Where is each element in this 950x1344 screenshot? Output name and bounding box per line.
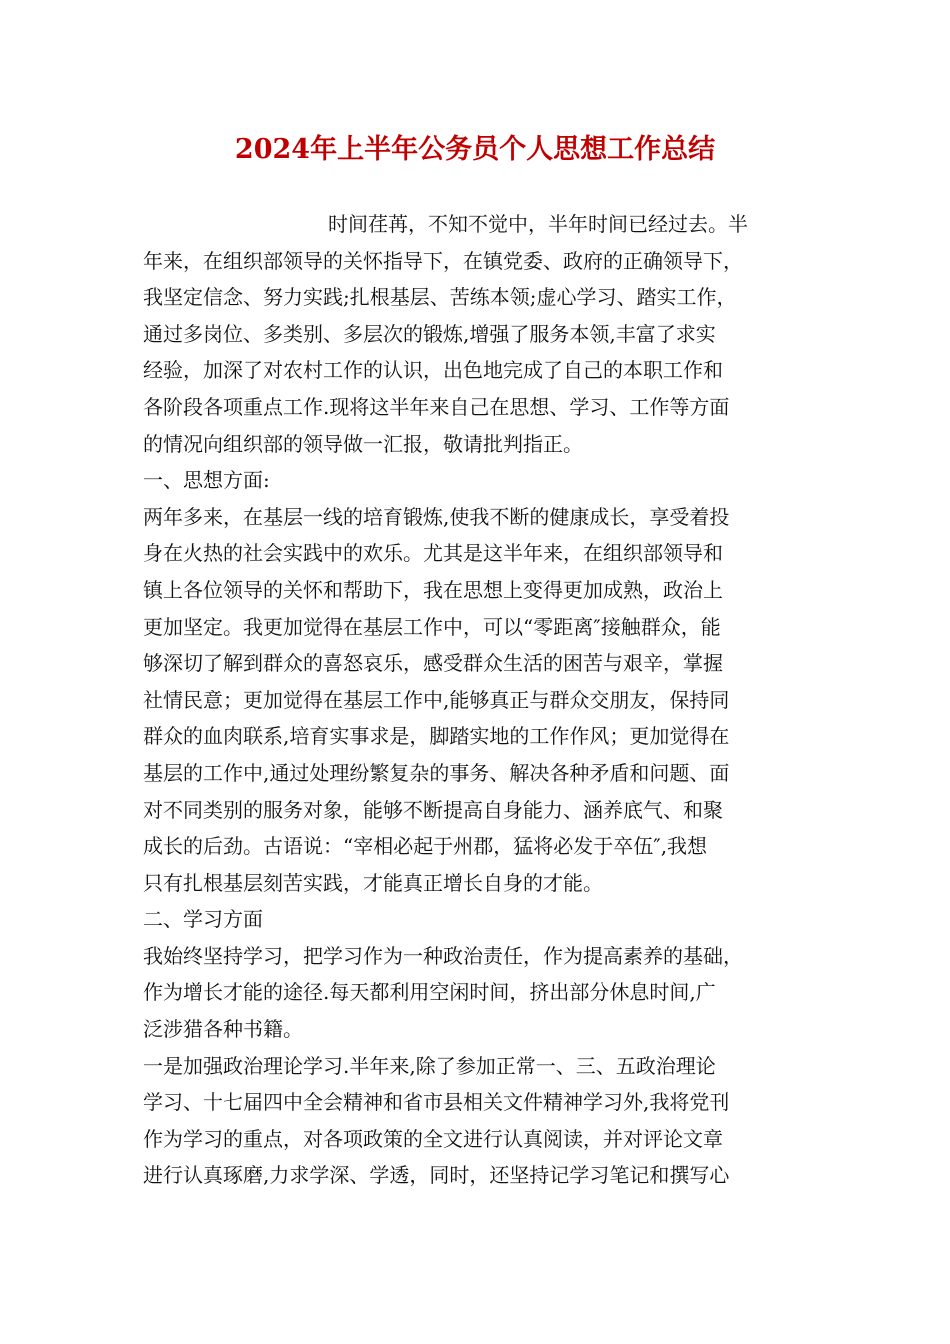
text-line: 只有扎根基层刻苦实践，才能真正增长自身的才能。 — [143, 870, 603, 895]
text-line: 作为增长才能的途径.每天都利用空闲时间，挤出部分休息时间,广 — [143, 980, 716, 1005]
section-heading: 一、思想方面: — [143, 468, 270, 493]
text-line: 基层的工作中,通过处理纷繁复杂的事务、解决各种矛盾和问题、面 — [143, 760, 730, 785]
text-line: 社情民意；更加觉得在基层工作中,能够真正与群众交朋友，保持同 — [143, 687, 730, 712]
text-line: 时间荏苒，不知不觉中，半年时间已经过去。半 — [328, 212, 748, 236]
text-line: 年来，在组织部领导的关怀指导下，在镇党委、政府的正确领导下， — [143, 248, 743, 273]
text-line: 一是加强政治理论学习.半年来,除了参加正常一、三、五政治理论 — [143, 1053, 716, 1078]
text-line: 身在火热的社会实践中的欢乐。尤其是这半年来，在组织部领导和 — [143, 541, 723, 566]
text-line: 各阶段各项重点工作.现将这半年来自己在思想、学习、工作等方面 — [143, 394, 730, 419]
text-line: 通过多岗位、多类别、多层次的锻炼,增强了服务本领,丰富了求实 — [143, 321, 716, 346]
text-line: 够深切了解到群众的喜怒哀乐，感受群众生活的困苦与艰辛，掌握 — [143, 651, 723, 676]
text-line: 的情况向组织部的领导做一汇报，敬请批判指正。 — [143, 431, 583, 456]
text-line: 对不同类别的服务对象，能够不断提高自身能力、涵养底气、和聚 — [143, 797, 723, 822]
text-line: 两年多来，在基层一线的培育锻炼,使我不断的健康成长，享受着投 — [143, 504, 730, 529]
document-title: 2024年上半年公务员个人思想工作总结 — [234, 134, 716, 165]
text-line: 作为学习的重点，对各项政策的全文进行认真阅读，并对评论文章 — [143, 1126, 723, 1151]
text-line: 群众的血肉联系,培育实事求是，脚踏实地的工作作风；更加觉得在 — [143, 724, 730, 749]
text-line: 经验，加深了对农村工作的认识，出色地完成了自己的本职工作和 — [143, 358, 723, 383]
text-line: 泛涉猎各种书籍。 — [143, 1017, 303, 1042]
text-line: 学习、十七届四中全会精神和省市县相关文件精神学习外,我将党刊 — [143, 1090, 730, 1115]
text-line: 我坚定信念、努力实践;扎根基层、苦练本领;虚心学习、踏实工作， — [143, 285, 737, 310]
text-line: 进行认真琢磨,力求学深、学透，同时，还坚持记学习笔记和撰写心 — [143, 1163, 730, 1188]
text-line: 镇上各位领导的关怀和帮助下，我在思想上变得更加成熟，政治上 — [143, 577, 723, 602]
text-line: 成长的后劲。古语说：“宰相必起于州郡，猛将必发于卒伍″,我想 — [143, 834, 708, 859]
text-line: 更加坚定。我更加觉得在基层工作中，可以“零距离″接触群众，能 — [143, 614, 721, 639]
document-body — [143, 206, 808, 1194]
text-line: 我始终坚持学习，把学习作为一种政治责任，作为提高素养的基础， — [143, 943, 743, 968]
section-heading: 二、学习方面 — [143, 907, 263, 932]
